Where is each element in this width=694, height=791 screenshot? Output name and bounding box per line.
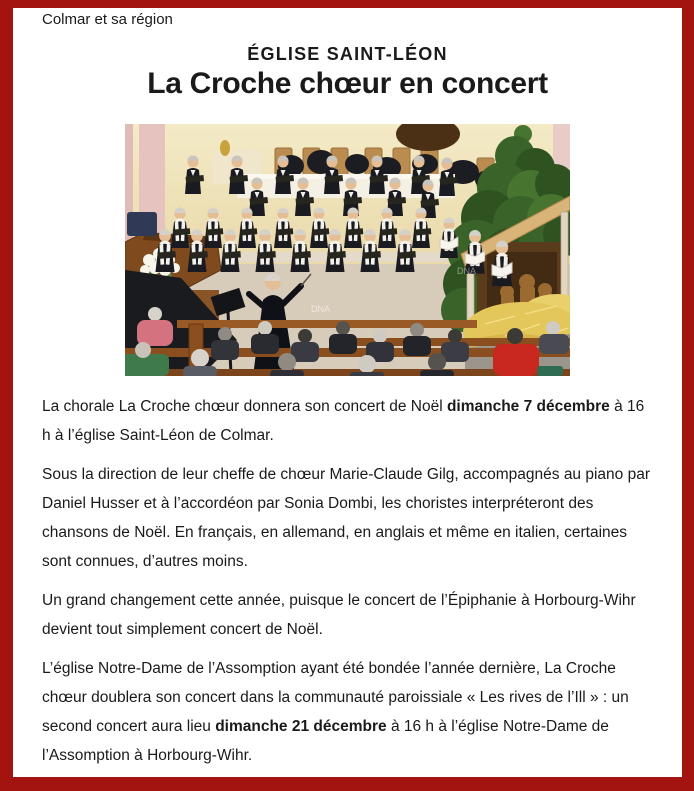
text-run: La chorale La Croche chœur donnera son concert de Noël — [42, 398, 447, 415]
text-run: à 16 h à l’église Notre-Dame de l’Assomption à Horbourg-Wihr. — [42, 718, 609, 764]
paragraph — [42, 586, 653, 644]
text-run: Un grand changement cette année, puisque le concert de l’Épiphanie à Horbourg-Wihr devient tout simplement concert de Noël. — [42, 592, 636, 638]
article-photo — [125, 124, 570, 376]
kicker: ÉGLISE SAINT-LÉON — [247, 44, 448, 64]
section-label: Colmar et sa région — [42, 11, 173, 28]
text-run-bold: dimanche 7 décembre — [446, 398, 610, 415]
photo-watermark: DNA — [311, 304, 331, 314]
paragraph — [42, 654, 653, 770]
text-run-bold: dimanche 21 décembre — [215, 718, 387, 735]
article-body — [42, 392, 653, 770]
text-run: L’église Notre-Dame de l’Assomption ayant été bondée l’année dernière, La Croche chœur doublera son concert dans la communauté paroissiale « Les rives de l’Ill » : un second concert aura lieu — [42, 660, 629, 735]
paragraph — [42, 460, 653, 576]
choir-photo-illustration — [125, 124, 570, 376]
red-puffer-jacket — [493, 344, 539, 376]
headline: La Croche chœur en concert — [147, 67, 548, 100]
text-run: à 16 h à l’église Saint-Léon de Colmar. — [42, 398, 645, 444]
photo-watermark: DNA — [457, 266, 477, 276]
text-run: Sous la direction de leur cheffe de chœur Marie-Claude Gilg, accompagnés au piano par Daniel Husser et à l’accordéon par Sonia Dombi, les choristes interpréteront des chansons de Noël. En français, en allemand, en anglais et même en italien, certaines sont connues, d’autres moins. — [42, 466, 650, 570]
paragraph — [42, 392, 653, 450]
